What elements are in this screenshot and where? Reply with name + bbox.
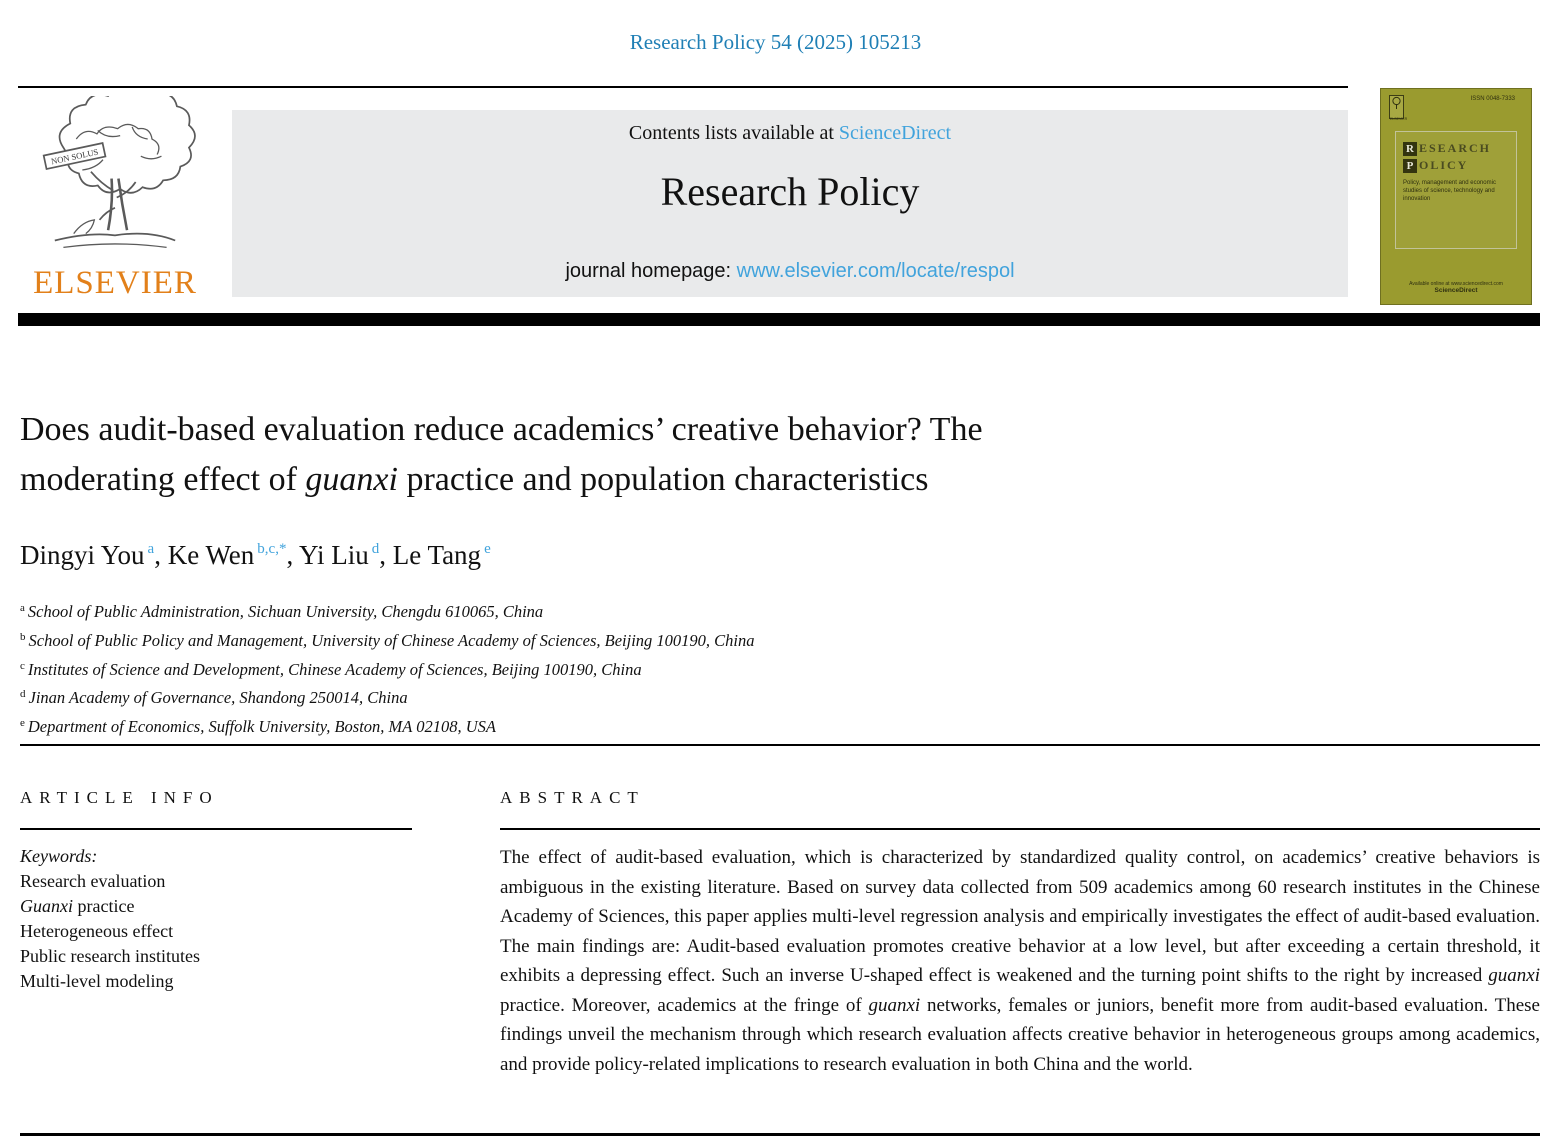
affiliation-e xyxy=(20,711,755,740)
author-separator: , xyxy=(379,540,393,570)
keyword-item: Public research institutes xyxy=(20,946,200,966)
author-name: Dingyi You xyxy=(20,540,145,570)
author-2 xyxy=(168,540,299,570)
cover-title-panel xyxy=(1395,131,1517,249)
keyword-item: Multi-level modeling xyxy=(20,971,174,991)
mini-elsevier-word: ELSEVIER xyxy=(1390,117,1408,121)
top-rule xyxy=(18,86,1348,88)
author-affil-sup: e xyxy=(484,541,491,557)
contents-line xyxy=(232,122,1348,145)
title-guanxi-italic: guanxi xyxy=(305,461,398,498)
elsevier-logo xyxy=(16,96,214,302)
elsevier-wordmark: ELSEVIER xyxy=(33,265,197,301)
author-affil-sup: a xyxy=(147,541,155,557)
page-bottom-rule xyxy=(20,1133,1540,1136)
journal-title: Research Policy xyxy=(660,169,920,214)
title-line2-pre: moderating effect of xyxy=(20,461,306,498)
cover-title-row-2 xyxy=(1403,158,1509,173)
cover-word-research: ESEARCH xyxy=(1419,141,1492,155)
affiliation-sup: d xyxy=(20,688,26,701)
cover-word-policy: OLICY xyxy=(1419,158,1469,172)
author-list xyxy=(20,540,491,571)
author-1 xyxy=(20,540,168,570)
affiliation-sup: b xyxy=(20,630,26,643)
affiliation-sup: c xyxy=(20,659,25,672)
affiliation-text: Institutes of Science and Development, Chinese Academy of Sciences, Beijing 100190, China xyxy=(27,659,642,679)
affiliation-sup: e xyxy=(20,717,25,730)
article-info-section xyxy=(20,788,412,994)
cover-subtitle: Policy, management and economic studies of science, technology and innovation xyxy=(1403,180,1496,202)
homepage-line xyxy=(232,260,1348,283)
journal-cover-thumbnail[interactable] xyxy=(1380,88,1532,305)
keywords-block xyxy=(20,844,412,994)
author-name: Ke Wen xyxy=(167,540,255,570)
cover-elsevier-mini-logo xyxy=(1389,95,1408,121)
abstract-guanxi-italic: guanxi xyxy=(1488,965,1540,986)
cover-issn: ISSN 0048-7333 xyxy=(1470,96,1515,102)
author-3 xyxy=(299,540,393,570)
article-title xyxy=(20,405,1340,505)
elsevier-motto: NON SOLUS xyxy=(50,146,100,167)
cover-available-online: Available online at www.sciencedirect.com xyxy=(1409,281,1503,287)
sciencedirect-link[interactable]: ScienceDirect xyxy=(838,122,952,144)
cover-sciencedirect: ScienceDirect xyxy=(1434,287,1478,294)
header-divider-bar xyxy=(18,313,1540,326)
title-line2-post: practice and population characteristics xyxy=(397,461,929,498)
affiliation-text: School of Public Administration, Sichuan University, Chengdu 610065, China xyxy=(27,602,544,621)
section-divider-rule xyxy=(20,744,1540,746)
author-name: Le Tang xyxy=(392,540,482,570)
affiliation-text: School of Public Policy and Management, University of Chinese Academy of Sciences, Beijing 100190, China xyxy=(28,630,755,650)
article-info-heading: ARTICLE INFO xyxy=(20,788,219,807)
abstract-rule xyxy=(500,828,1540,830)
affiliation-b xyxy=(20,625,755,654)
journal-reference: Research Policy 54 (2025) 105213 xyxy=(629,30,922,54)
keyword-item: Research evaluation xyxy=(20,871,166,891)
abstract-heading: ABSTRACT xyxy=(500,788,645,807)
affiliation-a xyxy=(20,596,755,625)
elsevier-tree-icon xyxy=(29,96,201,256)
affiliation-list xyxy=(20,596,755,740)
cover-initial-r: R xyxy=(1403,142,1417,156)
author-name: Yi Liu xyxy=(298,540,369,570)
mini-tree-icon xyxy=(1390,96,1403,111)
affiliation-text: Jinan Academy of Governance, Shandong 250014, China xyxy=(28,688,408,708)
affiliation-c xyxy=(20,654,755,683)
author-affil-sup: b,c,* xyxy=(257,541,287,557)
homepage-label: journal homepage: xyxy=(565,260,737,282)
article-info-rule xyxy=(20,828,412,830)
keyword-item: Guanxi practice xyxy=(20,896,135,916)
title-line1: Does audit-based evaluation reduce academics’ creative behavior? The xyxy=(20,411,983,448)
keywords-label: Keywords: xyxy=(20,846,98,866)
affiliation-text: Department of Economics, Suffolk University, Boston, MA 02108, USA xyxy=(27,717,496,737)
author-separator: , xyxy=(286,540,299,570)
cover-title-row-1 xyxy=(1403,141,1509,156)
author-separator: , xyxy=(154,540,168,570)
cover-initial-p: P xyxy=(1403,159,1417,173)
cover-footer xyxy=(1381,281,1531,294)
contents-text: Contents lists available at xyxy=(628,122,839,144)
keyword-item: Heterogeneous effect xyxy=(20,921,174,941)
homepage-link[interactable]: www.elsevier.com/locate/respol xyxy=(736,260,1015,282)
abstract-text: The effect of audit-based evaluation, which is characterized by standardized quality control, on academics’ creative behaviors is ambiguous in the existing literature. Based on survey data collected from 509 academics among 60 research institutes in the Chinese Academy of Sciences, this paper applies multi-level regression analysis and empirically investigates the effect of audit-based evaluation. The main findings are: Audit-based evaluation promotes creative behavior at a low level, but after exceeding a certain threshold, it exhibits a depressing effect. Such an inverse U-shaped effect is weakened and the turning point shifts to the right by increased guanxi practice. Moreover, academics at the fringe of guanxi networks, females or juniors, benefit more from audit-based evaluation. These findings unveil the mechanism through which research evaluation affects creative behavior in heterogeneous groups among academics, and provide policy-related implications to research evaluation in both China and the world. xyxy=(500,847,1540,1075)
abstract-section xyxy=(500,788,1540,1079)
abstract-guanxi-italic: guanxi xyxy=(868,994,921,1016)
author-affil-sup: d xyxy=(371,541,380,557)
affiliation-d xyxy=(20,682,755,711)
affiliation-sup: a xyxy=(20,602,25,614)
author-4 xyxy=(393,540,491,570)
journal-banner xyxy=(232,110,1348,297)
